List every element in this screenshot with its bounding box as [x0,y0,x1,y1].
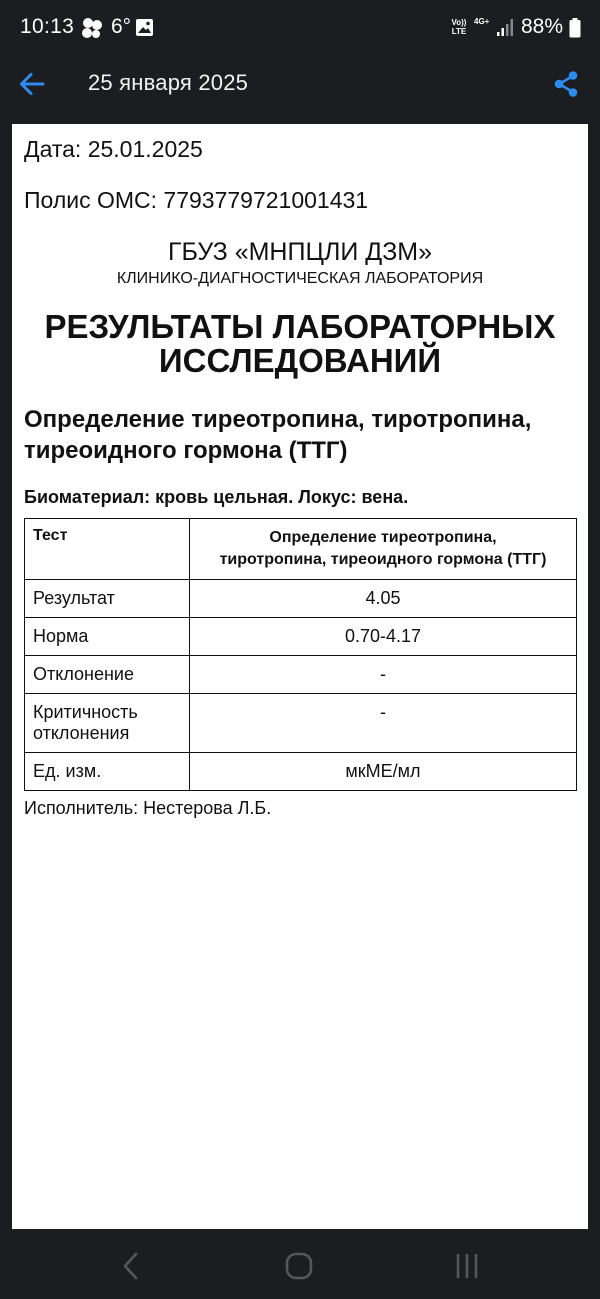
home-icon [284,1251,314,1281]
test-heading: Определение тиреотропина, тиротропина, тиреоидного гормона (ТТГ) [24,406,532,464]
table-header-row [25,519,577,580]
biomaterial-info: Биоматериал: кровь цельная. Локус: вена. [24,487,409,507]
report-title-line-2: ИССЛЕДОВАНИЙ [158,342,442,379]
report-title [12,310,588,378]
row-label: Отклонение [25,656,190,694]
row-label: Ед. изм. [25,753,190,791]
share-icon [553,70,579,98]
result-value: 4.05 [190,580,577,618]
row-label: Результат [25,580,190,618]
table-row [25,753,577,791]
table-row [25,580,577,618]
battery-icon [569,18,581,38]
table-row [25,656,577,694]
norm-value: 0.70-4.17 [190,618,577,656]
volte-icon: Vo)) LTE [451,18,467,36]
dots-icon [80,17,104,39]
header-test-name-line-2: тиротропина, тиреоидного гормона (ТТГ) [219,551,547,568]
organization-name: ГБУЗ «МНПЦЛИ ДЗМ» [167,238,433,266]
results-table [24,518,577,791]
status-bar [0,0,600,56]
header-test-name [190,519,577,580]
battery-percent: 88% [521,15,564,38]
app-bar [0,56,600,124]
nav-back-button[interactable] [113,1250,149,1282]
signal-icon [496,18,514,37]
row-label: Норма [25,618,190,656]
page-title: 25 января 2025 [88,70,249,95]
deviation-value: - [190,656,577,694]
arrow-left-icon [18,70,46,98]
network-type-icon: 4G+ [474,17,490,26]
policy-number: Полис ОМС: 7793779721001431 [24,187,369,213]
nav-recents-button[interactable] [449,1250,485,1282]
recent-apps-icon [453,1252,481,1280]
table-row [25,618,577,656]
header-test: Тест [25,519,190,580]
nav-home-button[interactable] [281,1250,317,1282]
report-date: Дата: 25.01.2025 [24,136,203,162]
lab-report-document [12,124,588,1229]
status-time: 10:13 [20,15,75,38]
navigation-bar [0,1230,600,1299]
row-label: Критичность отклонения [25,694,190,753]
status-temperature: 6° [111,15,132,38]
criticality-value: - [190,694,577,753]
back-button[interactable] [14,66,50,102]
unit-value: мкМЕ/мл [190,753,577,791]
table-row [25,694,577,753]
organization-department: КЛИНИКО-ДИАГНОСТИЧЕСКАЯ ЛАБОРАТОРИЯ [116,270,484,287]
report-title-line-1: РЕЗУЛЬТАТЫ ЛАБОРАТОРНЫХ [44,308,556,345]
executor-info: Исполнитель: Нестерова Л.Б. [24,798,272,818]
chevron-left-icon [121,1251,141,1281]
gallery-icon [135,18,154,37]
share-button[interactable] [548,66,584,102]
header-test-name-line-1: Определение тиреотропина, [269,529,497,546]
